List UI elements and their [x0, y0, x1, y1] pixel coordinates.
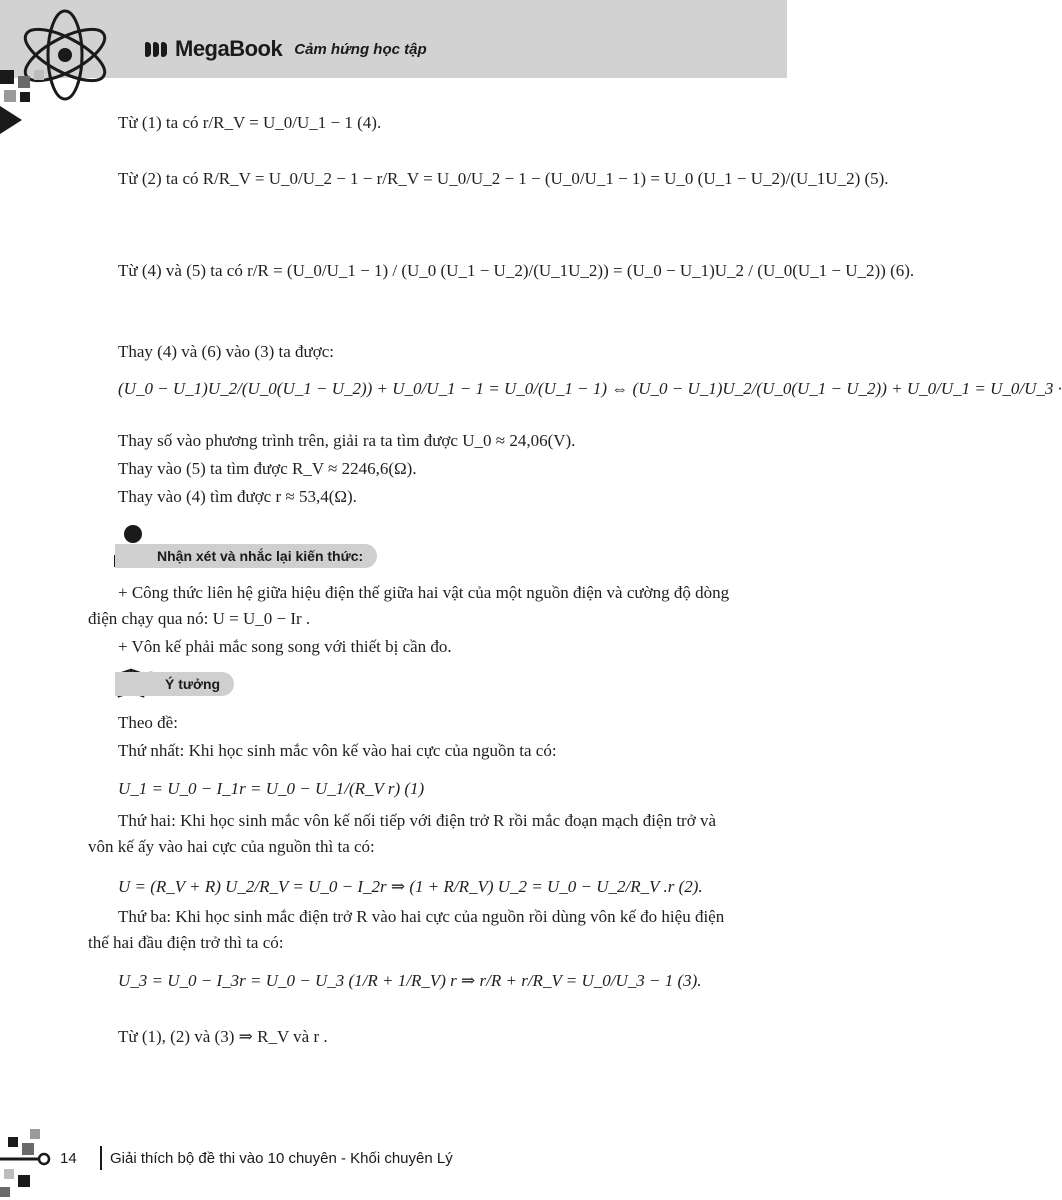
text-line: Từ (1), (2) và (3) ⇒ R_V và r . — [118, 1027, 328, 1046]
page-number: 14 — [60, 1150, 77, 1167]
equation: U_3 = U_0 − I_3r = U_0 − U_3 (1/R + 1/R_V) r ⇒ r/R + r/R_V = U_0/U_3 − 1 (3). — [118, 971, 702, 990]
equation: U = (R_V + R) U_2/R_V = U_0 − I_2r ⇒ (1 + R/R_V) U_2 = U_0 − U_2/R_V .r (2). — [118, 877, 703, 896]
text-line: Thay (4) và (6) vào (3) ta được: — [118, 342, 334, 361]
corner-decoration-bottom-icon — [0, 1125, 60, 1200]
text-line: Thứ hai: Khi học sinh mắc vôn kế nối tiếp với điện trở R rồi mắc đoạn mạch điện trở và — [118, 811, 716, 830]
footer-book-title: Giải thích bộ đề thi vào 10 chuyên - Khối chuyên Lý — [110, 1150, 453, 1167]
text-line: điện chạy qua nó: U = U_0 − Ir . — [88, 609, 311, 628]
equation: U_1 = U_0 − I_1r = U_0 − U_1/(R_V r) (1) — [118, 779, 425, 798]
text-line: Thứ nhất: Khi học sinh mắc vôn kế vào hai cực của nguồn ta có: — [118, 741, 557, 760]
text-line: Theo đề: — [118, 713, 178, 732]
text-line: + Vôn kế phải mắc song song với thiết bị cần đo. — [118, 637, 452, 656]
corner-decoration-top-icon — [0, 70, 60, 140]
text-line: + Công thức liên hệ giữa hiệu điện thế giữa hai vật của một nguồn điện và cường độ dòng — [118, 583, 730, 602]
footer-divider — [100, 1146, 102, 1170]
section-title-review: Nhận xét và nhắc lại kiến thức: — [115, 544, 377, 568]
text-line: Từ (2) ta có R/R_V = U_0/U_2 − 1 − r/R_V = U_0/U_2 − 1 − (U_0/U_1 − 1) = U_0 (U_1 − U_2)/(U_1U_2) (5). — [118, 169, 889, 188]
text-line: Thay vào (4) tìm được r ≈ 53,4(Ω). — [118, 487, 357, 506]
text-line: Thứ ba: Khi học sinh mắc điện trở R vào hai cực của nguồn rồi dùng vôn kế đo hiệu điện — [118, 907, 725, 926]
equation: (U_0 − U_1)U_2/(U_0(U_1 − U_2)) + U_0/U_1 − 1 = U_0/(U_1 − 1) ⇔ (U_0 − U_1)U_2/(U_0(U_1 − U_2)) + U_0/U_1 = U_0/U_3 · — [118, 379, 1062, 398]
brand-bars-icon — [145, 42, 167, 57]
brand-name: MegaBook — [175, 36, 283, 61]
brand-logo — [145, 34, 427, 64]
text-line: Thay số vào phương trình trên, giải ra ta tìm được U_0 ≈ 24,06(V). — [118, 431, 576, 450]
text-line: vôn kế ấy vào hai cực của nguồn thì ta có: — [88, 837, 375, 856]
section-title-idea: Ý tưởng — [115, 672, 234, 696]
text-line: Từ (4) và (5) ta có r/R = (U_0/U_1 − 1) / (U_0 (U_1 − U_2)/(U_1U_2)) = (U_0 − U_1)U_2 / (U_0(U_1 − U_2)) (6). — [118, 261, 915, 280]
brand-slogan: Cảm hứng học tập — [294, 40, 427, 58]
text-line: Từ (1) ta có r/R_V = U_0/U_1 − 1 (4). — [118, 113, 382, 132]
text-line: thế hai đầu điện trở thì ta có: — [88, 933, 284, 952]
text-line: Thay vào (5) ta tìm được R_V ≈ 2246,6(Ω). — [118, 459, 417, 478]
